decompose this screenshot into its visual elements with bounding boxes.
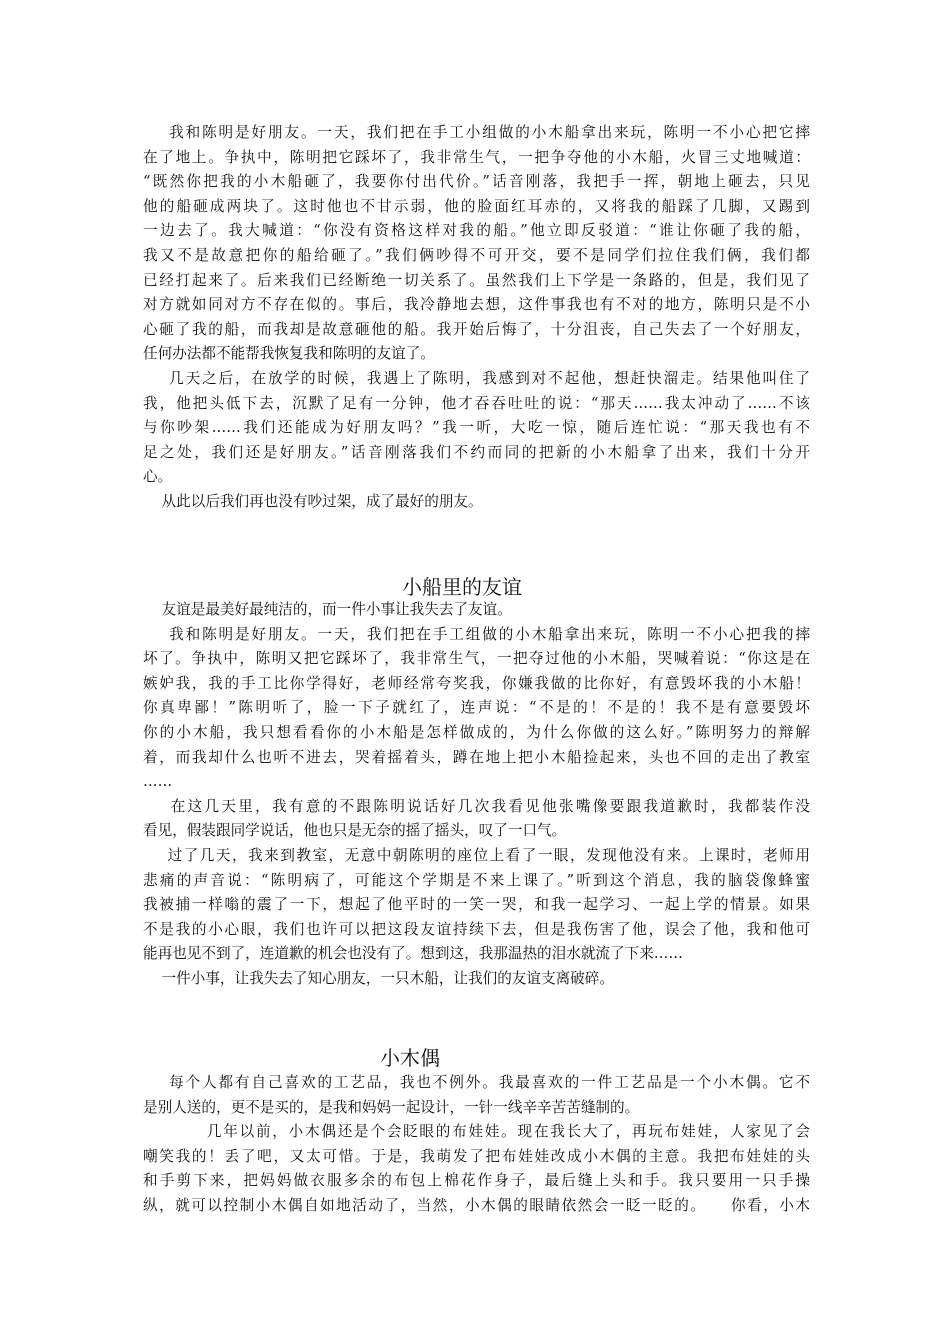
- story-2-body: [143, 598, 810, 992]
- text-line: 已经打起来了。后来我们已经断绝一切关系了。虽然我们上下学是一条路的，但是，我们见了: [143, 271, 810, 289]
- text-line: 一边去了。我大喊道：“你没有资格这样对我的船。”他立即反驳道：“谁让你砸了我的船，: [143, 222, 810, 240]
- text-line: 他的船砸成两块了。这时他也不甘示弱，他的脸面红耳赤的，又将我的船踩了几脚，又踢到: [143, 197, 810, 215]
- text-line: 每个人都有自己喜欢的工艺品，我也不例外。我最喜欢的一件工艺品是一个小木偶。它不: [143, 1074, 810, 1091]
- text-line: 坏了。争执中，陈明又把它踩坏了，我非常生气，一把夺过他的小木船，哭喊着说：“你这是在: [143, 650, 810, 668]
- text-line: 足之处，我们还是好朋友。”话音刚落我们不约而同的把新的小木船拿了出来，我们十分开: [143, 443, 810, 461]
- text-line: 过了几天，我来到教室，无意中朝陈明的座位上看了一眼，发现他没有来。上课时，老师用: [143, 846, 810, 864]
- story-1-body: [143, 121, 810, 515]
- text-line: ……: [143, 773, 173, 791]
- text-line: 任何办法都不能帮我恢复我和陈明的友谊了。: [143, 345, 435, 363]
- text-line: 纵，就可以控制小木偶自如地活动了，当然，小木偶的眼睛依然会一眨一眨的。 你看，小木: [143, 1196, 810, 1214]
- text-line: 你的小木船，我只想看看你的小木船是怎样做成的，为什么你做的这么好。”陈明努力的辩解: [143, 723, 810, 741]
- text-line: 在这几天里，我有意的不跟陈明说话好几次我看见他张嘴像要跟我道歉时，我都装作没: [143, 797, 810, 815]
- text-line: 着，而我却什么也听不进去，哭着摇着头，蹲在地上把小木船捡起来，头也不回的走出了教室: [143, 748, 810, 766]
- text-line: 几年以前，小木偶还是个会眨眼的布娃娃。现在我长大了，再玩布娃娃，人家见了会: [143, 1123, 810, 1141]
- text-line: 我又不是故意把你的船给砸了。”我们俩吵得不可开交，要不是同学们拉住我们俩，我们都: [143, 246, 810, 264]
- text-line: 几天之后，在放学的时候，我遇上了陈明，我感到对不起他，想赶快溜走。结果他叫住了: [143, 369, 810, 387]
- text-line: 与你吵架……我们还能成为好朋友吗？”我一听，大吃一惊，随后连忙说：“那天我也有不: [143, 419, 810, 437]
- text-line: 心。: [143, 468, 173, 486]
- story-3-title: 小木偶: [380, 1046, 440, 1070]
- text-line: 我和陈明是好朋友。一天，我们把在手工组做的小木船拿出来玩，陈明一不小心把我的摔: [143, 625, 810, 643]
- story-3-body: [143, 1071, 810, 1219]
- text-line: 一件小事，让我失去了知心朋友，一只木船，让我们的友谊支离破碎。: [143, 969, 614, 987]
- story-2-title: 小船里的友谊: [402, 575, 522, 599]
- text-line: 能再也见不到了，连道歉的机会也没有了。想到这，我那温热的泪水就流了下来……: [143, 945, 683, 963]
- text-line: 在了地上。争执中，陈明把它踩坏了，我非常生气，一把争夺他的小木船，火冒三丈地喊道：: [143, 148, 810, 166]
- text-line: 嫉妒我，我的手工比你学得好，老师经常夸奖我，你嫌我做的比你好，有意毁坏我的小木船！: [143, 674, 810, 692]
- text-line: 我被捕一样嗡的震了一下，想起了他平时的一笑一哭，和我一起学习、一起上学的情景。如果: [143, 896, 810, 914]
- text-line: 悲痛的声音说：“陈明病了，可能这个学期是不来上课了。”听到这个消息，我的脑袋像蜂蜜: [143, 871, 810, 889]
- text-line: 我和陈明是好朋友。一天，我们把在手工小组做的小木船拿出来玩，陈明一不小心把它摔: [143, 124, 810, 141]
- text-line: 不是我的小心眼，我们也许可以把这段友谊持续下去，但是我伤害了他，误会了他，我和他可: [143, 920, 810, 938]
- text-line: 是别人送的，更不是买的，是我和妈妈一起设计，一针一线辛辛苦苦缝制的。: [143, 1098, 640, 1116]
- text-line: 我，他把头低下去，沉默了足有一分钟，他才吞吞吐吐的说：“那天……我太冲动了……不该: [143, 394, 810, 412]
- text-line: 友谊是最美好最纯洁的，而一件小事让我失去了友谊。: [143, 601, 512, 618]
- text-line: 从此以后我们再也没有吵过架，成了最好的朋友。: [143, 492, 483, 510]
- text-line: 看见，假装跟同学说话，他也只是无奈的摇了摇头，叹了一口气。: [143, 822, 567, 840]
- text-line: 对方就如同对方不存在似的。事后，我冷静地去想，这件事我也有不对的地方，陈明只是不小: [143, 296, 810, 314]
- text-line: 和手剪下来，把妈妈做衣服多余的布包上棉花作身子，最后缝上头和手。我只要用一只手操: [143, 1172, 810, 1190]
- text-line: “既然你把我的小木船砸了，我要你付出代价。”话音刚落，我把手一挥，朝地上砸去，只见: [143, 173, 810, 191]
- text-line: 嘲笑我的！丢了吧，又太可惜。于是，我萌发了把布娃娃改成小木偶的主意。我把布娃娃的头: [143, 1147, 810, 1165]
- text-line: 心砸了我的船，而我却是故意砸他的船。我开始后悔了，十分沮丧，自己失去了一个好朋友，: [143, 320, 810, 338]
- text-line: 你真卑鄙！”陈明听了，脸一下子就红了，连声说：“不是的！不是的！我不是有意要毁坏: [143, 699, 810, 717]
